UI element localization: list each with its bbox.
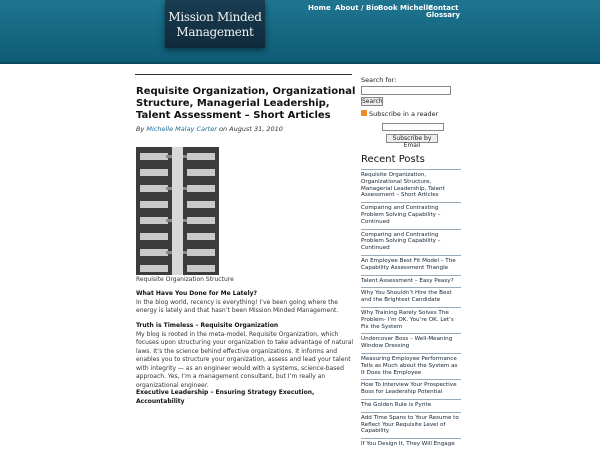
recent-post-item[interactable]: Why Training Rarely Solves The Problem- I’m OK. You’re OK. Let’s Fix the System [361, 307, 461, 333]
date-prefix: on [218, 125, 228, 133]
nav-glossary[interactable]: Glossary [426, 11, 461, 19]
search-button[interactable]: Search [362, 98, 383, 105]
section-executive-leadership [136, 389, 354, 406]
email-input[interactable] [382, 123, 444, 131]
recent-post-item[interactable]: Talent Assessment – Easy Peasy? [361, 275, 461, 288]
section2-heading: Truth is Timeless – Requisite Organization [136, 322, 279, 329]
recent-post-item[interactable]: Undercover Boss – Well-Meaning Window Dressing [361, 333, 461, 353]
recent-post-item[interactable]: Comparing and Contrasting Problem Solving Capability – Continued [361, 229, 461, 255]
nav-about-bio[interactable]: About / Bio [335, 4, 379, 12]
logo-line-1: Mission Minded [168, 10, 262, 24]
recent-post-item[interactable]: Requisite Organization, Organizational Structure, Managerial Leadership, Talent Assessment – Short Articles [361, 169, 461, 202]
org-structure-photo [136, 147, 219, 275]
section2-text-a: My blog is rooted in the meta-model, [136, 330, 248, 338]
recent-post-item[interactable]: Add Time Spans to Your Resume to Reflect Your Requisite Level of Capability [361, 412, 461, 438]
org-structure-image [136, 147, 219, 275]
post-byline [136, 125, 283, 133]
requisite-organization-link[interactable]: Requisite Organization [249, 330, 317, 338]
section-truth-is-timeless [136, 322, 354, 390]
recent-post-item[interactable]: Measuring Employee Performance Tells as Much about the System as It Does the Employee [361, 353, 461, 379]
site-header [0, 0, 600, 64]
section1-text-end: . [336, 307, 339, 314]
section3-heading: Executive Leadership – Ensuring Strategy Execution, Accountability [136, 389, 315, 405]
nav-contact[interactable]: Contact [428, 4, 459, 12]
recent-post-item[interactable]: The Golden Rule is Pyrite [361, 399, 461, 412]
author-link[interactable]: Michelle Malay Carter [146, 125, 217, 133]
subscribe-email-button[interactable]: Subscribe by Email [386, 134, 438, 143]
post-title[interactable]: Requisite Organization, Organizational Structure, Managerial Leadership, Talent Assessment – Short Articles [136, 86, 356, 121]
management-consultant-link[interactable]: management consultant [198, 373, 273, 380]
recent-posts-list [361, 169, 461, 451]
nav-home[interactable]: Home [308, 4, 331, 12]
mission-minded-link[interactable]: Mission Minded Management [248, 307, 337, 314]
content-divider [135, 74, 352, 75]
section2-text-b: , which focuses upon structuring your organization to take advantage of natural laws. It’s the science behind effective organizations. It informs and enables you to structure your organization, assess and lead your talent with integrity — as an engineer would with a systems, science-based approach. Yes, I’m a [136, 330, 354, 380]
image-caption: Requisite Organization Structure [136, 276, 234, 283]
search-input[interactable] [361, 86, 451, 95]
section1-text: In the blog world, recency is everything! I’ve been going where the energy is lately and that hasn’t been [136, 298, 338, 314]
site-logo[interactable] [165, 0, 265, 48]
post-date: August 31, 2010 [229, 125, 283, 133]
subscribe-reader-link[interactable]: Subscribe in a reader [369, 110, 439, 118]
logo-line-2: Management [176, 25, 254, 39]
recent-post-item[interactable]: An Employee Best Fit Model – The Capability Assessment Triangle [361, 255, 461, 275]
recent-post-item[interactable]: How To Interview Your Prospective Boss for Leadership Potential [361, 379, 461, 399]
section-what-have-you-done [136, 290, 354, 316]
search-label: Search for: [361, 76, 397, 84]
recent-post-item[interactable]: If You Design It, They Will Engage [361, 438, 461, 451]
section1-heading: What Have You Done for Me Lately? [136, 290, 258, 297]
recent-post-item[interactable]: Why You Shouldn’t Hire the Best and the Brightest Candidate [361, 287, 461, 307]
section2-text-c: , but I’m really an organizational engineer. [136, 373, 326, 389]
nav-book-michelle[interactable]: Book Michelle [378, 4, 433, 12]
recent-post-item[interactable]: Comparing and Contrasting Problem Solving Capability – Continued [361, 202, 461, 228]
byline-prefix: By [136, 125, 145, 133]
recent-posts-title: Recent Posts [361, 154, 425, 165]
rss-icon[interactable] [361, 110, 367, 116]
